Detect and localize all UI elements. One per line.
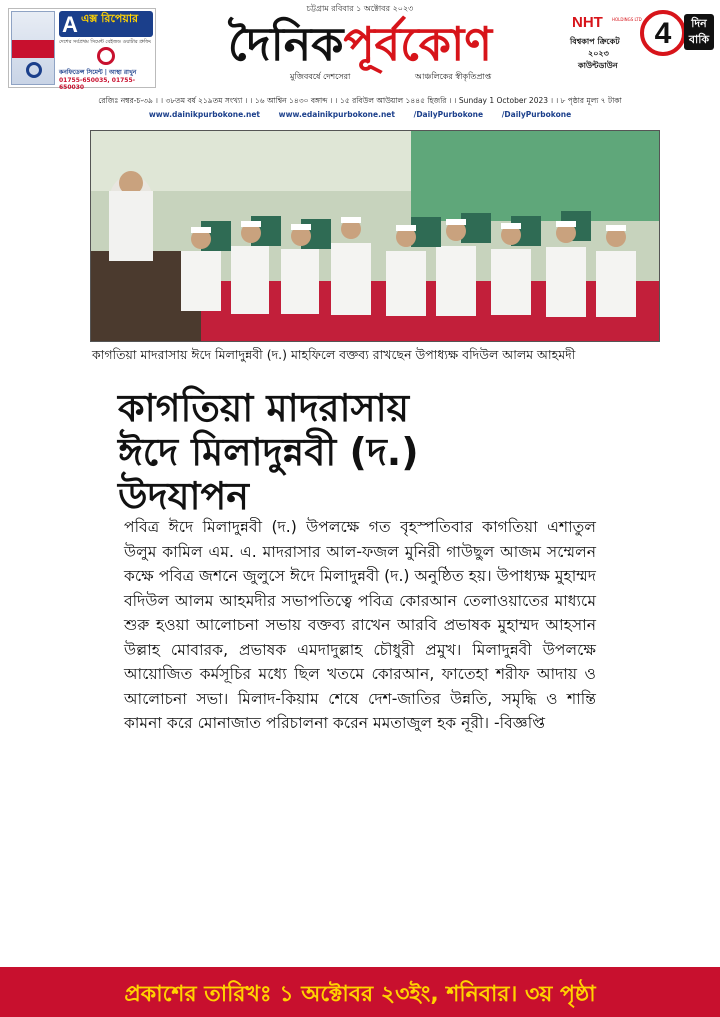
event-photo [90, 130, 660, 342]
sponsor-sub: HOLDINGS LTD [612, 17, 642, 22]
ad-brand-logo: A এক্স রিপেয়ার [59, 11, 153, 37]
days-left-badge [684, 14, 714, 50]
countdown-year: ২০২৩ [588, 49, 609, 58]
headline-line-1: কাগতিয়া মাদরাসায় [118, 386, 410, 430]
ad-emblem-icon [97, 47, 115, 65]
cement-bag-image [11, 11, 55, 85]
countdown-number: 4 [654, 17, 672, 50]
publication-footer [0, 967, 720, 1017]
countdown-label: কাউন্টডাউন [578, 61, 618, 70]
photo-caption: কাগতিয়া মাদরাসায় ঈদে মিলাদুন্নবী (দ.) মাহফিলে বক্তব্য রাখছেন উপাধ্যক্ষ বদিউল আলম আহমদী [92, 347, 576, 362]
links-row [0, 110, 720, 124]
tagline-left: মুজিববর্ষে দেশসেরা [290, 72, 351, 81]
advertisement[interactable] [8, 8, 156, 91]
world-cup-countdown[interactable] [566, 8, 716, 80]
event-photo-illustration [91, 131, 660, 342]
twitter-link[interactable]: /DailyPurbokone [501, 110, 572, 119]
publication-date: প্রকাশের তারিখঃ ১ অক্টোবর ২৩ইং, শনিবার। ৩য় পৃষ্ঠা [124, 982, 596, 1007]
stopwatch-icon [640, 10, 686, 56]
left-label: বাকি [688, 33, 710, 46]
headline-line-3: উদযাপন [118, 474, 249, 518]
ad-sub-brand: কনফিডেন্স সিমেন্ট | আস্থা রাখুন [59, 69, 137, 76]
newspaper-title [190, 10, 530, 71]
website-link[interactable]: www.dainikpurbokone.net [148, 110, 261, 119]
title-purbokone: পূর্বকোণ [343, 17, 493, 71]
headline-line-2: ঈদে মিলাদুন্নবী (দ.) [118, 430, 419, 474]
countdown-title: বিশ্বকাপ ক্রিকেট [570, 37, 620, 46]
masthead [0, 0, 720, 128]
article-body: পবিত্র ঈদে মিলাদুন্নবী (দ.) উপলক্ষে গত বৃহস্পতিবার কাগতিয়া এশাতুল উলুম কামিল এম. এ. মাদরাসার আল-ফজল মুনিরী গাউছুল আজম সম্মেলন কক্ষে পবিত্র জশনে জুলুসে ঈদে মিলাদুন্নবী (দ.) অনুষ্ঠিত হয়। উপাধ্যক্ষ মুহাম্মদ বদিউল আলম আহমদীর সভাপতিত্বে পবিত্র কোরআন তেলাওয়াতের মাধ্যমে শুরু হওয়া আলোচনা সভায় বক্তব্য রাখেন আরবি প্রভাষক মুহাম্মদ আহসান উল্লাহ মোবারক, প্রভাষক এমদাদুল্লাহ চৌধুরী প্রমুখ। মিলাদুন্নবী উপলক্ষে আয়োজিত কর্মসূচির মধ্যে ছিল খতমে কোরআন, ফাতেহা শরীফ আদায় ও আলোচনা সভা। মিলাদ-কিয়াম শেষে দেশ-জাতির উন্নতি, সমৃদ্ধি ও শান্তি কামনা করে মোনাজাত পরিচালনা করেন মমতাজুল হক নূরী। -বিজ্ঞপ্তি [124, 518, 596, 732]
issue-info: রেজিঃ নম্বর-চ-৩৯ । । ৩৮তম বর্ষ ২১৯তম সংখ্যা । । ১৬ আশ্বিন ১৪৩০ বঙ্গাব্দ । । ১৫ রবিউল আউয়াল ১৪৪৫ হিজরি । । Sunday 1 October 2023 । । ৮ পৃষ্ঠার মূল্য ৭ টাকা [98, 96, 622, 105]
top-date: চট্টগ্রাম রবিবার ১ অক্টোবর ২০২৩ [306, 4, 414, 13]
title-dainik: দৈনিক [227, 17, 344, 71]
ad-tagline: দেশের সর্বপ্রথম সিমেন্ট বেইজড ওয়াটার প্রুফিং [59, 39, 152, 45]
article-headline [118, 386, 598, 518]
tagline-right: আঞ্চলিকের স্বীকৃতিপ্রাপ্ত [415, 72, 492, 81]
facebook-link[interactable]: /DailyPurbokone [413, 110, 484, 119]
days-label: দিন [691, 17, 707, 30]
ad-phone: 01755-650035, 01755-650030 [59, 77, 136, 91]
epaper-link[interactable]: www.edainikpurbokone.net [278, 110, 395, 119]
ad-brand-name: এক্স রিপেয়ার [81, 12, 139, 25]
sponsor-logo: NHT [572, 14, 603, 31]
